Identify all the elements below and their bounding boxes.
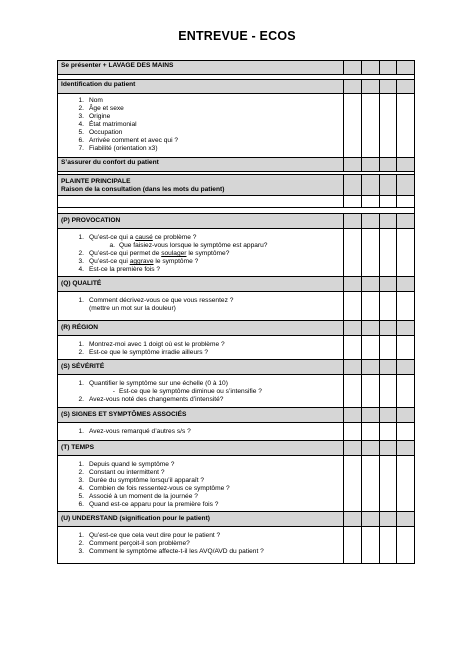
check-cell[interactable] bbox=[397, 408, 415, 423]
check-cell[interactable] bbox=[397, 375, 415, 408]
section-label: S’assurer du confort du patient bbox=[58, 158, 344, 172]
list-item: 2. Âge et sexe bbox=[78, 105, 124, 112]
check-cell[interactable] bbox=[344, 61, 362, 75]
check-cell[interactable] bbox=[397, 456, 415, 512]
check-cell[interactable] bbox=[397, 321, 415, 336]
check-cell[interactable] bbox=[379, 456, 397, 512]
spacer-row bbox=[58, 196, 415, 208]
check-cell[interactable] bbox=[397, 277, 415, 292]
section-body-quality bbox=[58, 292, 415, 321]
list-item: 3. Durée du symptôme lorsqu’il apparaît ? bbox=[78, 477, 205, 484]
list-item: 3. Origine bbox=[78, 113, 111, 120]
check-cell[interactable] bbox=[344, 336, 362, 360]
list-item: 4. Est-ce la première fois ? bbox=[78, 266, 161, 273]
list-item: 1. Qu’est-ce que cela veut dire pour le patient ? bbox=[78, 532, 221, 539]
check-cell[interactable] bbox=[344, 321, 362, 336]
check-cell[interactable] bbox=[361, 158, 379, 172]
check-cell[interactable] bbox=[379, 292, 397, 321]
list-subitem: a. Que faisiez-vous lorsque le symptôme est apparu? bbox=[109, 242, 268, 249]
check-cell[interactable] bbox=[361, 61, 379, 75]
page-title: ENTREVUE - ECOS bbox=[178, 29, 296, 43]
check-cell[interactable] bbox=[344, 441, 362, 456]
check-cell[interactable] bbox=[397, 158, 415, 172]
check-cell[interactable] bbox=[397, 80, 415, 94]
check-cell[interactable] bbox=[379, 214, 397, 229]
check-cell[interactable] bbox=[344, 175, 362, 196]
section-body-region bbox=[58, 336, 415, 360]
list-item: 2. Constant ou intermittent ? bbox=[78, 469, 165, 476]
check-cell[interactable] bbox=[344, 375, 362, 408]
check-cell[interactable] bbox=[344, 94, 362, 158]
check-cell[interactable] bbox=[344, 229, 362, 277]
section-header-chief-complaint bbox=[58, 175, 415, 196]
check-cell[interactable] bbox=[361, 527, 379, 564]
check-cell[interactable] bbox=[397, 336, 415, 360]
check-cell[interactable] bbox=[397, 175, 415, 196]
check-cell[interactable] bbox=[344, 512, 362, 527]
check-cell[interactable] bbox=[397, 512, 415, 527]
section-label: (Q) QUALITÉ bbox=[58, 277, 344, 292]
check-cell[interactable] bbox=[379, 158, 397, 172]
list-item: 6. Quand est-ce apparu pour la première fois ? bbox=[78, 501, 219, 508]
section-body-identification bbox=[58, 94, 415, 158]
check-cell[interactable] bbox=[379, 527, 397, 564]
list-item: 7. Fiabilité (orientation x3) bbox=[78, 145, 158, 152]
list-item-note: (mettre un mot sur la douleur) bbox=[89, 305, 176, 312]
section-label: Se présenter + LAVAGE DES MAINS bbox=[58, 61, 344, 75]
check-cell[interactable] bbox=[379, 61, 397, 75]
section-body-time bbox=[58, 456, 415, 512]
check-cell[interactable] bbox=[361, 292, 379, 321]
section-sublabel: Raison de la consultation (dans les mots du patient) bbox=[61, 186, 225, 193]
check-cell[interactable] bbox=[344, 423, 362, 441]
check-cell[interactable] bbox=[361, 229, 379, 277]
check-cell[interactable] bbox=[361, 375, 379, 408]
section-header-associated-symptoms bbox=[58, 408, 415, 423]
list-item: 2. Avez-vous noté des changements d’intensité? bbox=[78, 396, 224, 403]
list-item: 2. Comment perçoit-il son problème? bbox=[78, 540, 190, 547]
check-cell[interactable] bbox=[379, 512, 397, 527]
list-item: 1. Depuis quand le symptôme ? bbox=[78, 461, 175, 468]
check-cell[interactable] bbox=[361, 360, 379, 375]
check-cell[interactable] bbox=[379, 360, 397, 375]
check-cell[interactable] bbox=[397, 214, 415, 229]
check-cell[interactable] bbox=[361, 456, 379, 512]
list-item: 1. Avez-vous remarqué d’autres s/s ? bbox=[78, 428, 191, 435]
section-label: (U) UNDERSTAND (signification pour le patient) bbox=[58, 512, 344, 527]
check-cell[interactable] bbox=[379, 336, 397, 360]
check-cell[interactable] bbox=[344, 277, 362, 292]
check-cell[interactable] bbox=[344, 527, 362, 564]
section-header-time bbox=[58, 441, 415, 456]
section-header-severity bbox=[58, 360, 415, 375]
list-item: 4. Combien de fois ressentez-vous ce symptôme ? bbox=[78, 485, 230, 492]
section-body-provocation bbox=[58, 229, 415, 277]
check-cell[interactable] bbox=[379, 277, 397, 292]
check-cell[interactable] bbox=[361, 321, 379, 336]
list-item: 1. Montrez-moi avec 1 doigt où est le problème ? bbox=[78, 341, 225, 348]
check-cell[interactable] bbox=[361, 441, 379, 456]
section-header-quality bbox=[58, 277, 415, 292]
section-body-understand bbox=[58, 527, 415, 564]
check-cell[interactable] bbox=[379, 441, 397, 456]
list-item: 2. Qu’est-ce qui permet de soulager le symptôme? bbox=[78, 250, 230, 257]
check-cell[interactable] bbox=[344, 214, 362, 229]
section-label: (S) SIGNES ET SYMPTÔMES ASSOCIÉS bbox=[58, 408, 344, 423]
check-cell[interactable] bbox=[379, 175, 397, 196]
checklist-row-presentation bbox=[58, 61, 415, 75]
check-cell[interactable] bbox=[379, 94, 397, 158]
check-cell[interactable] bbox=[361, 423, 379, 441]
check-cell[interactable] bbox=[397, 441, 415, 456]
section-label: Identification du patient bbox=[58, 80, 344, 94]
check-cell[interactable] bbox=[361, 214, 379, 229]
section-label: (P) PROVOCATION bbox=[58, 214, 344, 229]
section-label: (S) SÉVÉRITÉ bbox=[58, 360, 344, 375]
check-cell[interactable] bbox=[361, 277, 379, 292]
section-header-provocation bbox=[58, 214, 415, 229]
list-item: 1. Qu’est-ce qui a causé ce problème ? bbox=[78, 234, 197, 241]
check-cell[interactable] bbox=[379, 229, 397, 277]
check-cell[interactable] bbox=[361, 512, 379, 527]
check-cell[interactable] bbox=[397, 292, 415, 321]
section-label: (T) TEMPS bbox=[58, 441, 344, 456]
list-item: 1. Quantifier le symptôme sur une échelle (0 à 10) bbox=[78, 380, 228, 387]
interview-checklist-table bbox=[57, 60, 415, 564]
check-cell[interactable] bbox=[379, 375, 397, 408]
check-cell[interactable] bbox=[397, 527, 415, 564]
check-cell[interactable] bbox=[344, 292, 362, 321]
list-item: 3. Qu’est-ce qui aggrave le symptôme ? bbox=[78, 258, 199, 265]
list-item: 5. Associé à un moment de la journée ? bbox=[78, 493, 198, 500]
list-item: 6. Arrivée comment et avec qui ? bbox=[78, 137, 179, 144]
check-cell[interactable] bbox=[361, 80, 379, 94]
check-cell[interactable] bbox=[397, 229, 415, 277]
section-header-understand bbox=[58, 512, 415, 527]
check-cell[interactable] bbox=[361, 408, 379, 423]
section-body-associated-symptoms bbox=[58, 423, 415, 441]
check-cell[interactable] bbox=[397, 423, 415, 441]
list-item: 4. État matrimonial bbox=[78, 121, 137, 128]
check-cell[interactable] bbox=[379, 423, 397, 441]
check-cell[interactable] bbox=[344, 360, 362, 375]
check-cell[interactable] bbox=[379, 80, 397, 94]
check-cell[interactable] bbox=[397, 360, 415, 375]
check-cell[interactable] bbox=[397, 94, 415, 158]
list-item: 1. Comment décrivez-vous ce que vous ressentez ? bbox=[78, 297, 234, 304]
check-cell[interactable] bbox=[344, 408, 362, 423]
section-header-region bbox=[58, 321, 415, 336]
section-label: PLAINTE PRINCIPALE bbox=[61, 178, 131, 185]
check-cell[interactable] bbox=[379, 321, 397, 336]
check-cell[interactable] bbox=[344, 456, 362, 512]
check-cell[interactable] bbox=[361, 175, 379, 196]
list-item: 2. Est-ce que le symptôme irradie ailleurs ? bbox=[78, 349, 209, 356]
check-cell[interactable] bbox=[397, 61, 415, 75]
list-subitem: - Est-ce que le symptôme diminue ou s’intensifie ? bbox=[112, 388, 262, 395]
list-item: 1. Nom bbox=[78, 97, 103, 104]
section-header-identification bbox=[58, 80, 415, 94]
check-cell[interactable] bbox=[379, 408, 397, 423]
check-cell[interactable] bbox=[361, 336, 379, 360]
list-item: 5. Occupation bbox=[78, 129, 123, 136]
section-label: (R) RÉGION bbox=[58, 321, 344, 336]
check-cell[interactable] bbox=[344, 80, 362, 94]
checklist-row-comfort bbox=[58, 158, 415, 172]
check-cell[interactable] bbox=[344, 158, 362, 172]
check-cell[interactable] bbox=[361, 94, 379, 158]
list-item: 3. Comment le symptôme affecte-t-il les AVQ/AVD du patient ? bbox=[78, 548, 264, 555]
section-body-severity bbox=[58, 375, 415, 408]
